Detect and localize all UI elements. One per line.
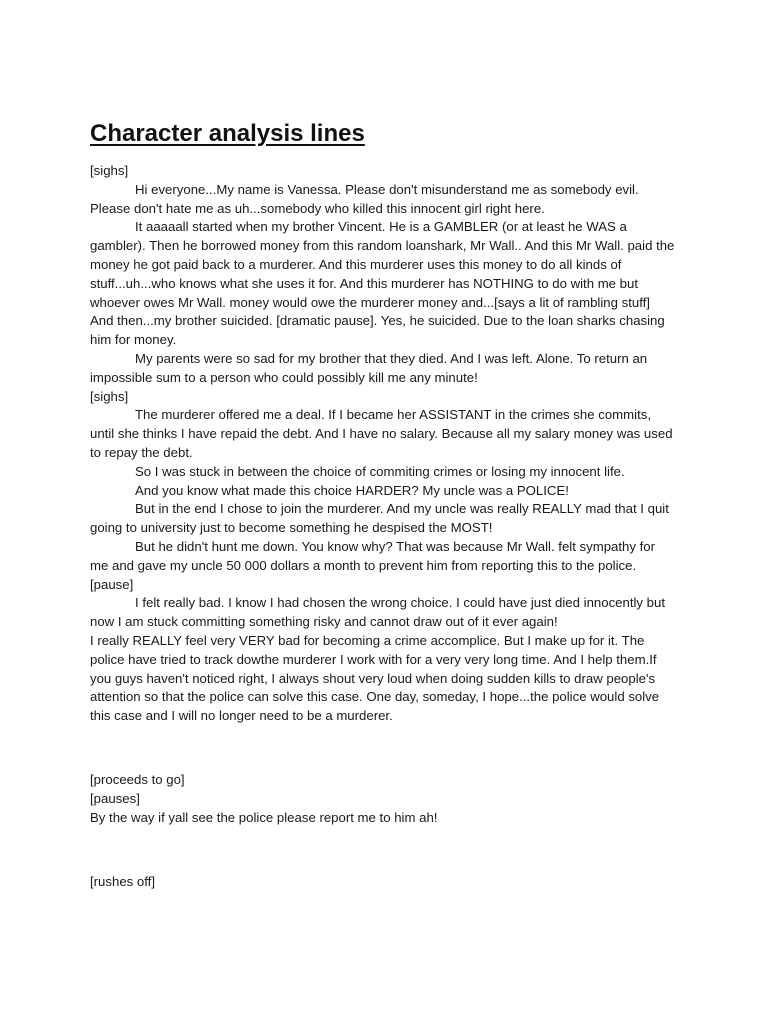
stage-direction: [pause] — [90, 576, 134, 592]
document-title: Character analysis lines — [90, 120, 365, 147]
dialogue-paragraph: I felt really bad. I know I had chosen the wrong choice. I could have just died innocently but now I am stuck committing something risky and cannot draw out of it ever again! — [90, 595, 666, 630]
dialogue-paragraph: But in the end I chose to join the murderer. And my uncle was really REALLY mad that I quit going to university just to become something he despised the MOST! — [90, 501, 669, 536]
dialogue-paragraph: By the way if yall see the police please report me to him ah! — [90, 809, 438, 825]
stage-direction: [sighs] — [90, 388, 129, 404]
blank-line — [90, 739, 676, 758]
stage-direction: [pauses] — [90, 790, 140, 806]
dialogue-paragraph: The murderer offered me a deal. If I became her ASSISTANT in the crimes she commits, until she thinks I have repaid the debt. And I have no salary. Because all my salary money was used to repay the debt. — [90, 407, 673, 460]
dialogue-paragraph: And you know what made this choice HARDER? My uncle was a POLICE! — [135, 482, 569, 498]
dialogue-paragraph: I really REALLY feel very VERY bad for becoming a crime accomplice. But I make up for it. The police have tried to track dowthe murderer I work with for a very very long time. And I help them.If you guys haven't noticed right, I always shout very loud when doing sudden kills to draw people's attention so that the police can solve this case. One day, someday, I hope...the police would solve this case and I will no longer need to be a murderer. — [90, 632, 660, 724]
dialogue-paragraph: Hi everyone...My name is Vanessa. Please don't misunderstand me as somebody evil. Please don't hate me as uh...somebody who killed this innocent girl right here. — [90, 181, 639, 216]
dialogue-paragraph: So I was stuck in between the choice of commiting crimes or losing my innocent life. — [135, 463, 625, 479]
dialogue-paragraph: My parents were so sad for my brother that they died. And I was left. Alone. To return an impossible sum to a person who could possibly kill me any minute! — [90, 350, 648, 385]
blank-line — [90, 841, 676, 860]
document-body — [90, 162, 676, 891]
dialogue-paragraph: It aaaaall started when my brother Vincent. He is a GAMBLER (or at least he WAS a gambler). Then he borrowed money from this random loanshark, Mr Wall.. And this Mr Wall. paid the money he got paid back to a murderer. And this murderer uses this money to do all kinds of stuff...uh...who knows what she uses it for. And this murderer has NOTHING to do with me but whoever owes Mr Wall. money would owe the murderer money and...[says a lit of rambling stuff] And then...my brother suicided. [dramatic pause]. Yes, he suicided. Due to the loan sharks chasing him for money. — [90, 219, 675, 348]
stage-direction: [rushes off] — [90, 873, 155, 889]
dialogue-paragraph: But he didn't hunt me down. You know why? That was because Mr Wall. felt sympathy for me and gave my uncle 50 000 dollars a month to prevent him from reporting this to the police. — [90, 538, 656, 573]
stage-direction: [sighs] — [90, 163, 129, 178]
stage-direction: [proceeds to go] — [90, 772, 185, 788]
